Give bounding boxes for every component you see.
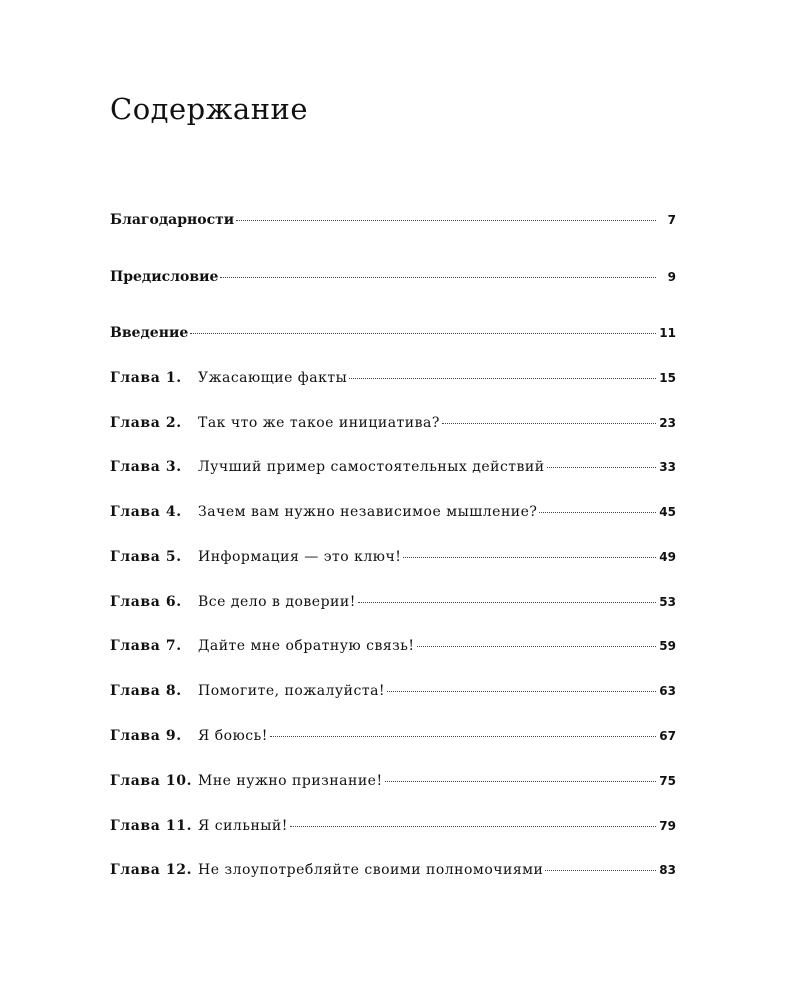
chapter-number: Глава 4. <box>110 504 182 520</box>
toc-page-number: 45 <box>659 505 676 519</box>
dot-leader <box>545 870 656 871</box>
toc-entry-chapter-8 <box>110 682 676 700</box>
chapter-number: Глава 1. <box>110 370 182 386</box>
toc-page-number: 79 <box>659 819 676 833</box>
chapter-number: Глава 11. <box>110 818 193 834</box>
toc-page-number: 9 <box>667 270 676 284</box>
toc-page-number: 23 <box>659 416 676 430</box>
toc-page-number: 15 <box>659 371 676 385</box>
chapter-title: Дайте мне обратную связь! <box>198 638 415 654</box>
toc-entry-chapter-4 <box>110 503 676 521</box>
dot-leader <box>387 691 656 692</box>
chapter-title: Помогите, пожалуйста! <box>198 683 386 699</box>
toc-page-number: 75 <box>659 774 676 788</box>
chapter-title: Не злоупотребляйте своими полномочиями <box>198 862 544 878</box>
chapter-number: Глава 12. <box>110 862 193 878</box>
chapter-number: Глава 3. <box>110 459 182 475</box>
toc-page-number: 53 <box>659 595 676 609</box>
toc-page-number: 33 <box>659 460 676 474</box>
toc-entry-chapter-1 <box>110 369 676 387</box>
dot-leader <box>220 277 656 278</box>
chapter-title: Зачем вам нужно независимое мышление? <box>198 504 538 520</box>
chapter-title: Я сильный! <box>198 818 288 834</box>
toc-entry-preface <box>110 268 676 286</box>
chapter-number: Глава 10. <box>110 773 193 789</box>
chapter-number: Глава 6. <box>110 594 182 610</box>
toc-page-number: 49 <box>659 550 676 564</box>
toc-entry-chapter-5 <box>110 548 676 566</box>
dot-leader <box>417 646 656 647</box>
dot-leader <box>385 781 656 782</box>
dot-leader <box>236 220 656 221</box>
toc-entry-chapter-7 <box>110 637 676 655</box>
toc-entry-introduction <box>110 324 676 342</box>
chapter-title: Ужасающие факты <box>198 370 348 386</box>
dot-leader <box>349 378 656 379</box>
chapter-title: Все дело в доверии! <box>198 594 356 610</box>
chapter-number: Глава 9. <box>110 728 182 744</box>
toc-entry-chapter-12 <box>110 861 676 879</box>
dot-leader <box>403 557 656 558</box>
toc-entry-chapter-10 <box>110 772 676 790</box>
chapter-number: Глава 8. <box>110 683 182 699</box>
dot-leader <box>547 467 656 468</box>
dot-leader <box>442 423 656 424</box>
toc-entry-chapter-6 <box>110 593 676 611</box>
toc-entry-label: Введение <box>110 325 189 341</box>
toc-entry-chapter-3 <box>110 458 676 476</box>
chapter-title: Я боюсь! <box>198 728 268 744</box>
toc-page-number: 11 <box>659 326 676 340</box>
toc-entry-label: Благодарности <box>110 212 235 228</box>
page-title: Содержание <box>110 92 309 126</box>
dot-leader <box>270 736 656 737</box>
toc-page-number: 83 <box>659 863 676 877</box>
toc-entry-chapter-11 <box>110 817 676 835</box>
chapter-title: Так что же такое инициатива? <box>198 415 440 431</box>
toc-entry-label: Предисловие <box>110 269 219 285</box>
chapter-title: Информация — это ключ! <box>198 549 402 565</box>
toc-page-number: 59 <box>659 639 676 653</box>
chapter-number: Глава 5. <box>110 549 182 565</box>
toc-entry-chapter-2 <box>110 414 676 432</box>
dot-leader <box>190 333 656 334</box>
dot-leader <box>290 826 656 827</box>
toc-page-number: 63 <box>659 684 676 698</box>
toc-entry-acknowledgements <box>110 211 676 229</box>
toc-entry-chapter-9 <box>110 727 676 745</box>
toc-page-number: 67 <box>659 729 676 743</box>
chapter-title: Лучший пример самостоятельных действий <box>198 459 545 475</box>
chapter-number: Глава 2. <box>110 415 182 431</box>
toc-page-number: 7 <box>667 213 676 227</box>
chapter-number: Глава 7. <box>110 638 182 654</box>
dot-leader <box>358 602 656 603</box>
dot-leader <box>539 512 656 513</box>
chapter-title: Мне нужно признание! <box>198 773 383 789</box>
